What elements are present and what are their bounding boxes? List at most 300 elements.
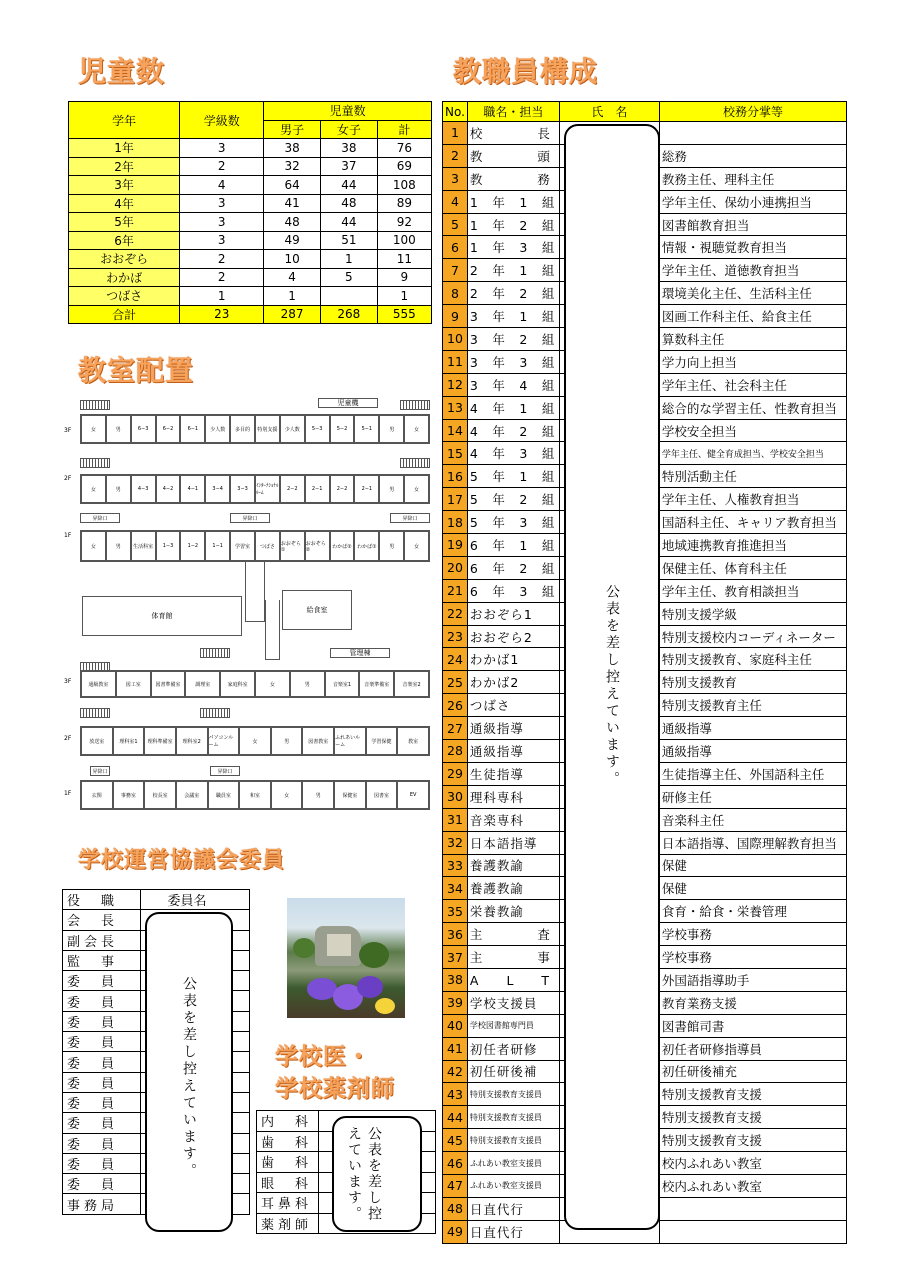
staff-no: 12 (443, 373, 468, 396)
staff-role: ふれあい教室支援員 (467, 1174, 559, 1197)
enrollment-classes: 3 (180, 139, 264, 158)
enrollment-boys: 32 (264, 157, 321, 176)
staff-duty: 保健 (659, 877, 846, 900)
doctor-redaction (332, 1116, 422, 1232)
council-heading: 学校運営協議会委員 (78, 848, 286, 873)
fp-3f-label: 児童機 (318, 398, 378, 408)
staff-no: 38 (443, 968, 468, 991)
fp-gym: 体育館 (82, 596, 242, 636)
staff-no: 27 (443, 717, 468, 740)
council-role: 委 員 (63, 1153, 141, 1173)
staff-role: 学校支援員 (467, 991, 559, 1014)
staff-role: 特別支援教育支援員 (467, 1106, 559, 1129)
doctor-heading-1: 学校医・ (275, 1044, 371, 1070)
fp-room: 学習保健 (366, 727, 398, 755)
staff-role: 教 務 (467, 167, 559, 190)
enrollment-row (69, 305, 432, 324)
fp-room: 図書教室 (302, 727, 334, 755)
staff-role: 4 年 1 組 (467, 396, 559, 419)
fp-room: 3−4 (205, 475, 230, 503)
enrollment-classes: 1 (180, 287, 264, 306)
staff-no: 2 (443, 144, 468, 167)
staff-name-redaction (564, 124, 660, 1230)
staff-duty: 生徒指導主任、外国語科主任 (659, 762, 846, 785)
fp-c1f: 1F (64, 790, 72, 797)
staff-role: 3 年 2 組 (467, 328, 559, 351)
staff-role: 6 年 3 組 (467, 579, 559, 602)
staff-role: 4 年 2 組 (467, 419, 559, 442)
staff-duty: 特別支援教育、家庭科主任 (659, 648, 846, 671)
staff-no: 17 (443, 488, 468, 511)
council-role: 監 事 (63, 950, 141, 970)
council-role: 委 員 (63, 1092, 141, 1112)
staff-duty: 通級指導 (659, 740, 846, 763)
staff-duty: 音楽科主任 (659, 808, 846, 831)
staff-duty: 学年主任、保幼小連携担当 (659, 190, 846, 213)
staff-no: 44 (443, 1106, 468, 1129)
staff-duty: 学校安全担当 (659, 419, 846, 442)
staff-duty: 学校事務 (659, 946, 846, 969)
fp-room: 特別支援 (255, 415, 280, 443)
fp-room: 事務室 (113, 781, 145, 809)
fp-room: 多目的 (230, 415, 255, 443)
fp-room: 女 (239, 727, 271, 755)
staff-duty: 環境美化主任、生活科主任 (659, 282, 846, 305)
enrollment-boys: 1 (264, 287, 321, 306)
fp-room: 女 (404, 531, 429, 561)
staff-duty: 外国語指導助手 (659, 968, 846, 991)
enrollment-girls: 5 (320, 268, 377, 287)
staff-role: 主 事 (467, 946, 559, 969)
fp-room: 5−2 (330, 415, 355, 443)
fp-1f: 1F (64, 532, 72, 539)
staff-role: 1 年 2 組 (467, 213, 559, 236)
fp-room: 1−2 (180, 531, 205, 561)
staff-no: 24 (443, 648, 468, 671)
staff-no: 25 (443, 671, 468, 694)
enrollment-row (69, 287, 432, 306)
staff-duty: 図画工作科主任、給食主任 (659, 305, 846, 328)
staff-duty: 学年主任、教育相談担当 (659, 579, 846, 602)
staff-no: 19 (443, 534, 468, 557)
enrollment-total: 100 (377, 231, 431, 250)
fp-room: 男 (379, 415, 404, 443)
staff-duty: 校内ふれあい教室 (659, 1174, 846, 1197)
staff-duty (659, 122, 846, 145)
staff-duty: 特別支援教育主任 (659, 694, 846, 717)
fp-room: 男 (106, 475, 131, 503)
enrollment-total: 76 (377, 139, 431, 158)
enrollment-row (69, 176, 432, 195)
fp-room: 生活科室 (131, 531, 156, 561)
staff-role: 特別支援教育支援員 (467, 1129, 559, 1152)
fp-c-entrance-b: 昇降口 (210, 766, 240, 776)
staff-role: 3 年 1 組 (467, 305, 559, 328)
staff-duty: 学年主任、社会科主任 (659, 373, 846, 396)
fp-room: 音楽室1 (325, 671, 360, 697)
staff-heading: 教職員構成 (453, 55, 599, 88)
enrollment-classes: 23 (180, 305, 264, 324)
fp-room: 男 (302, 781, 334, 809)
enrollment-girls: 44 (320, 176, 377, 195)
enrollment-total: 9 (377, 268, 431, 287)
enrollment-total: 89 (377, 194, 431, 213)
staff-role: 特別支援教育支援員 (467, 1083, 559, 1106)
staff-duty: 通級指導 (659, 717, 846, 740)
fp-room: 女 (81, 475, 106, 503)
staff-no: 23 (443, 625, 468, 648)
staff-role: 通級指導 (467, 740, 559, 763)
enrollment-grade: 6年 (69, 231, 180, 250)
fp-room: 玄関 (81, 781, 113, 809)
council-role: 副会長 (63, 930, 141, 950)
fp-entrance-b: 昇降口 (230, 513, 270, 523)
staff-duty: 校内ふれあい教室 (659, 1152, 846, 1175)
fp-room: 女 (271, 781, 303, 809)
fp-room: わかば② (330, 531, 355, 561)
fp-room: 2−1 (354, 475, 379, 503)
staff-role: 日直代行 (467, 1220, 559, 1243)
enrollment-total: 1 (377, 287, 431, 306)
enrollment-grade: 合計 (69, 305, 180, 324)
fp-room: 少人数 (280, 415, 305, 443)
fp-room: EV (397, 781, 429, 809)
staff-no: 34 (443, 877, 468, 900)
staff-role: 1 年 3 組 (467, 236, 559, 259)
staff-role: 6 年 2 組 (467, 556, 559, 579)
fp-room: わかば① (354, 531, 379, 561)
staff-duty: 保健 (659, 854, 846, 877)
col-role: 職名・担当 (467, 102, 559, 122)
staff-role: ふれあい教室支援員 (467, 1152, 559, 1175)
staff-duty: 学年主任、健全育成担当、学校安全担当 (659, 442, 846, 465)
enrollment-grade: 2年 (69, 157, 180, 176)
enrollment-heading: 児童数 (78, 55, 166, 88)
council-col-name: 委員名 (141, 890, 250, 910)
staff-no: 10 (443, 328, 468, 351)
fp-room: 女 (404, 415, 429, 443)
doctor-role: 内 科 (257, 1111, 319, 1132)
fp-admin-bldg: 管理棟 (330, 648, 390, 658)
fp-room: 男 (106, 415, 131, 443)
staff-no: 18 (443, 511, 468, 534)
enrollment-girls: 51 (320, 231, 377, 250)
enrollment-total: 108 (377, 176, 431, 195)
enrollment-row (69, 250, 432, 269)
enrollment-girls: 1 (320, 250, 377, 269)
council-role: 委 員 (63, 1011, 141, 1031)
staff-no: 41 (443, 1037, 468, 1060)
council-role: 会 長 (63, 910, 141, 930)
staff-duty: 情報・視聴覚教育担当 (659, 236, 846, 259)
enrollment-boys: 48 (264, 213, 321, 232)
enrollment-grade: わかば (69, 268, 180, 287)
enrollment-total: 69 (377, 157, 431, 176)
col-boys: 男子 (264, 120, 321, 139)
enrollment-girls: 44 (320, 213, 377, 232)
doctor-heading-2: 学校薬剤師 (275, 1076, 395, 1102)
staff-role: 2 年 1 組 (467, 259, 559, 282)
fp-room: 2−2 (280, 475, 305, 503)
council-role: 委 員 (63, 1032, 141, 1052)
fp-room: パソコンルーム (208, 727, 240, 755)
staff-no: 37 (443, 946, 468, 969)
staff-duty: 総務 (659, 144, 846, 167)
enrollment-girls (320, 287, 377, 306)
fp-room: 和室 (239, 781, 271, 809)
doctor-role: 眼 科 (257, 1172, 319, 1193)
staff-duty: 学年主任、人権教育担当 (659, 488, 846, 511)
staff-role: 5 年 2 組 (467, 488, 559, 511)
fp-room: 理科室1 (113, 727, 145, 755)
fp-room: 通級教室 (81, 671, 116, 697)
staff-no: 45 (443, 1129, 468, 1152)
staff-no: 35 (443, 900, 468, 923)
staff-role: つばさ (467, 694, 559, 717)
enrollment-row (69, 157, 432, 176)
staff-role: 生徒指導 (467, 762, 559, 785)
fp-room: 家庭科室 (220, 671, 255, 697)
fp-entrance-a: 昇降口 (80, 513, 120, 523)
staff-duty: 日本語指導、国際理解教育担当 (659, 831, 846, 854)
staff-role: 日直代行 (467, 1197, 559, 1220)
staff-duty: 算数科主任 (659, 328, 846, 351)
enrollment-row (69, 139, 432, 158)
enrollment-total: 11 (377, 250, 431, 269)
doctor-role: 薬剤師 (257, 1213, 319, 1234)
enrollment-grade: 1年 (69, 139, 180, 158)
staff-duty: 教育業務支援 (659, 991, 846, 1014)
fp-room: 2−2 (330, 475, 355, 503)
col-no: No. (443, 102, 468, 122)
staff-role: 3 年 3 組 (467, 350, 559, 373)
enrollment-grade: 5年 (69, 213, 180, 232)
col-children: 児童数 (264, 102, 432, 121)
staff-role: 主 査 (467, 923, 559, 946)
staff-role: 音楽専科 (467, 808, 559, 831)
fp-2f: 2F (64, 475, 72, 482)
staff-role: 初任者研修 (467, 1037, 559, 1060)
staff-role: おおぞら2 (467, 625, 559, 648)
floor-plan (60, 390, 435, 820)
enrollment-boys: 10 (264, 250, 321, 269)
fp-c2f: 2F (64, 735, 72, 742)
staff-duty: 教務主任、理科主任 (659, 167, 846, 190)
enrollment-row (69, 231, 432, 250)
enrollment-table (68, 101, 432, 324)
enrollment-girls: 48 (320, 194, 377, 213)
staff-no: 15 (443, 442, 468, 465)
fp-room: 校長室 (144, 781, 176, 809)
fp-room: 会議室 (176, 781, 208, 809)
fp-room: 女 (255, 671, 290, 697)
council-role: 委 員 (63, 991, 141, 1011)
fp-room: 図工室 (116, 671, 151, 697)
enrollment-boys: 4 (264, 268, 321, 287)
fp-room: 調理室 (185, 671, 220, 697)
staff-role: 2 年 2 組 (467, 282, 559, 305)
enrollment-grade: つばさ (69, 287, 180, 306)
staff-role: 栄養教諭 (467, 900, 559, 923)
col-girls: 女子 (320, 120, 377, 139)
doctor-role: 歯 科 (257, 1131, 319, 1152)
council-role: 事務局 (63, 1194, 141, 1214)
school-photo (287, 898, 405, 1018)
staff-no: 3 (443, 167, 468, 190)
fp-room: 放送室 (81, 727, 113, 755)
fp-c3f: 3F (64, 678, 72, 685)
staff-no: 20 (443, 556, 468, 579)
fp-room: 6−2 (156, 415, 181, 443)
staff-duty: 学力向上担当 (659, 350, 846, 373)
staff-duty: 国語科主任、キャリア教育担当 (659, 511, 846, 534)
council-col-role: 役 職 (63, 890, 141, 910)
staff-duty: 学年主任、道徳教育担当 (659, 259, 846, 282)
fp-room: 男 (290, 671, 325, 697)
staff-no: 42 (443, 1060, 468, 1083)
enrollment-boys: 49 (264, 231, 321, 250)
staff-no: 33 (443, 854, 468, 877)
staff-no: 1 (443, 122, 468, 145)
fp-room: 4−2 (156, 475, 181, 503)
staff-role: 養護教諭 (467, 877, 559, 900)
staff-duty: 図書館司書 (659, 1014, 846, 1037)
fp-room: 3−3 (230, 475, 255, 503)
staff-no: 36 (443, 923, 468, 946)
staff-role: わかば1 (467, 648, 559, 671)
staff-no: 46 (443, 1152, 468, 1175)
staff-no: 43 (443, 1083, 468, 1106)
staff-role: 通級指導 (467, 717, 559, 740)
staff-role: おおぞら1 (467, 602, 559, 625)
council-role: 委 員 (63, 1052, 141, 1072)
council-role: 委 員 (63, 1113, 141, 1133)
council-redaction (145, 912, 233, 1232)
staff-no: 32 (443, 831, 468, 854)
staff-duty: 総合的な学習主任、性教育担当 (659, 396, 846, 419)
fp-room: 6−3 (131, 415, 156, 443)
staff-role: 初任研後補 (467, 1060, 559, 1083)
col-total: 計 (377, 120, 431, 139)
council-role: 委 員 (63, 1072, 141, 1092)
enrollment-boys: 41 (264, 194, 321, 213)
doctor-role: 歯 科 (257, 1152, 319, 1173)
fp-room: 4−1 (180, 475, 205, 503)
enrollment-classes: 2 (180, 268, 264, 287)
fp-room: 2−1 (305, 475, 330, 503)
staff-role: 1 年 1 組 (467, 190, 559, 213)
enrollment-classes: 4 (180, 176, 264, 195)
staff-duty: 特別支援教育支援 (659, 1083, 846, 1106)
fp-room: おおぞら② (305, 531, 330, 561)
fp-room: つばさ (255, 531, 280, 561)
staff-role: A L T (467, 968, 559, 991)
fp-room: 女 (81, 415, 106, 443)
staff-role: 3 年 4 組 (467, 373, 559, 396)
fp-kitchen: 給食室 (282, 590, 352, 630)
fp-room: 1−1 (205, 531, 230, 561)
staff-duty (659, 1220, 846, 1243)
staff-no: 28 (443, 740, 468, 763)
council-role: 委 員 (63, 971, 141, 991)
council-role: 委 員 (63, 1174, 141, 1194)
staff-no: 9 (443, 305, 468, 328)
fp-entrance-c: 昇降口 (390, 513, 430, 523)
fp-room: 男 (271, 727, 303, 755)
fp-room: 女 (81, 531, 106, 561)
staff-no: 21 (443, 579, 468, 602)
col-classes: 学級数 (180, 102, 264, 139)
fp-room: 男 (379, 475, 404, 503)
fp-room: ふれあいルーム (334, 727, 366, 755)
fp-3f: 3F (64, 427, 72, 434)
fp-room: 学習室 (230, 531, 255, 561)
staff-duty: 食育・給食・栄養管理 (659, 900, 846, 923)
staff-role: 教 頭 (467, 144, 559, 167)
staff-role: 学校図書館専門員 (467, 1014, 559, 1037)
fp-room: ｲﾝﾀｰﾅｼｮﾅﾙﾙｰﾑ (255, 475, 280, 503)
staff-redaction-note: 公表を差し控えています。 (604, 584, 620, 788)
staff-duty: 学校事務 (659, 923, 846, 946)
staff-no: 30 (443, 785, 468, 808)
staff-no: 49 (443, 1220, 468, 1243)
col-grade: 学年 (69, 102, 180, 139)
enrollment-grade: 3年 (69, 176, 180, 195)
fp-room: 保健室 (334, 781, 366, 809)
staff-no: 48 (443, 1197, 468, 1220)
staff-no: 16 (443, 465, 468, 488)
fp-room: 女 (404, 475, 429, 503)
staff-duty: 図書館教育担当 (659, 213, 846, 236)
enrollment-classes: 3 (180, 213, 264, 232)
fp-room: 4−3 (131, 475, 156, 503)
fp-room: おおぞら① (280, 531, 305, 561)
staff-role: 5 年 3 組 (467, 511, 559, 534)
fp-room: 図書準備室 (151, 671, 186, 697)
staff-no: 4 (443, 190, 468, 213)
staff-role: 5 年 1 組 (467, 465, 559, 488)
staff-no: 29 (443, 762, 468, 785)
doctor-role: 耳鼻科 (257, 1193, 319, 1214)
fp-room: 少人数 (205, 415, 230, 443)
staff-duty: 特別支援教育支援 (659, 1129, 846, 1152)
staff-role: 4 年 3 組 (467, 442, 559, 465)
fp-room: 5−1 (354, 415, 379, 443)
staff-no: 31 (443, 808, 468, 831)
staff-no: 6 (443, 236, 468, 259)
fp-room: 理科準備室 (144, 727, 176, 755)
enrollment-boys: 38 (264, 139, 321, 158)
staff-role: 養護教諭 (467, 854, 559, 877)
enrollment-girls: 37 (320, 157, 377, 176)
enrollment-classes: 2 (180, 157, 264, 176)
fp-room: 音楽準備室 (359, 671, 394, 697)
fp-room: 理科室2 (176, 727, 208, 755)
enrollment-total: 92 (377, 213, 431, 232)
enrollment-girls: 268 (320, 305, 377, 324)
staff-duty: 特別活動主任 (659, 465, 846, 488)
enrollment-classes: 3 (180, 194, 264, 213)
staff-no: 13 (443, 396, 468, 419)
fp-room: 教室 (397, 727, 429, 755)
fp-room: 男 (379, 531, 404, 561)
staff-no: 40 (443, 1014, 468, 1037)
staff-duty: 地域連携教育推進担当 (659, 534, 846, 557)
fp-room: 1−3 (156, 531, 181, 561)
staff-no: 14 (443, 419, 468, 442)
staff-duty: 特別支援校内コーディネーター (659, 625, 846, 648)
col-duty: 校務分掌等 (659, 102, 846, 122)
